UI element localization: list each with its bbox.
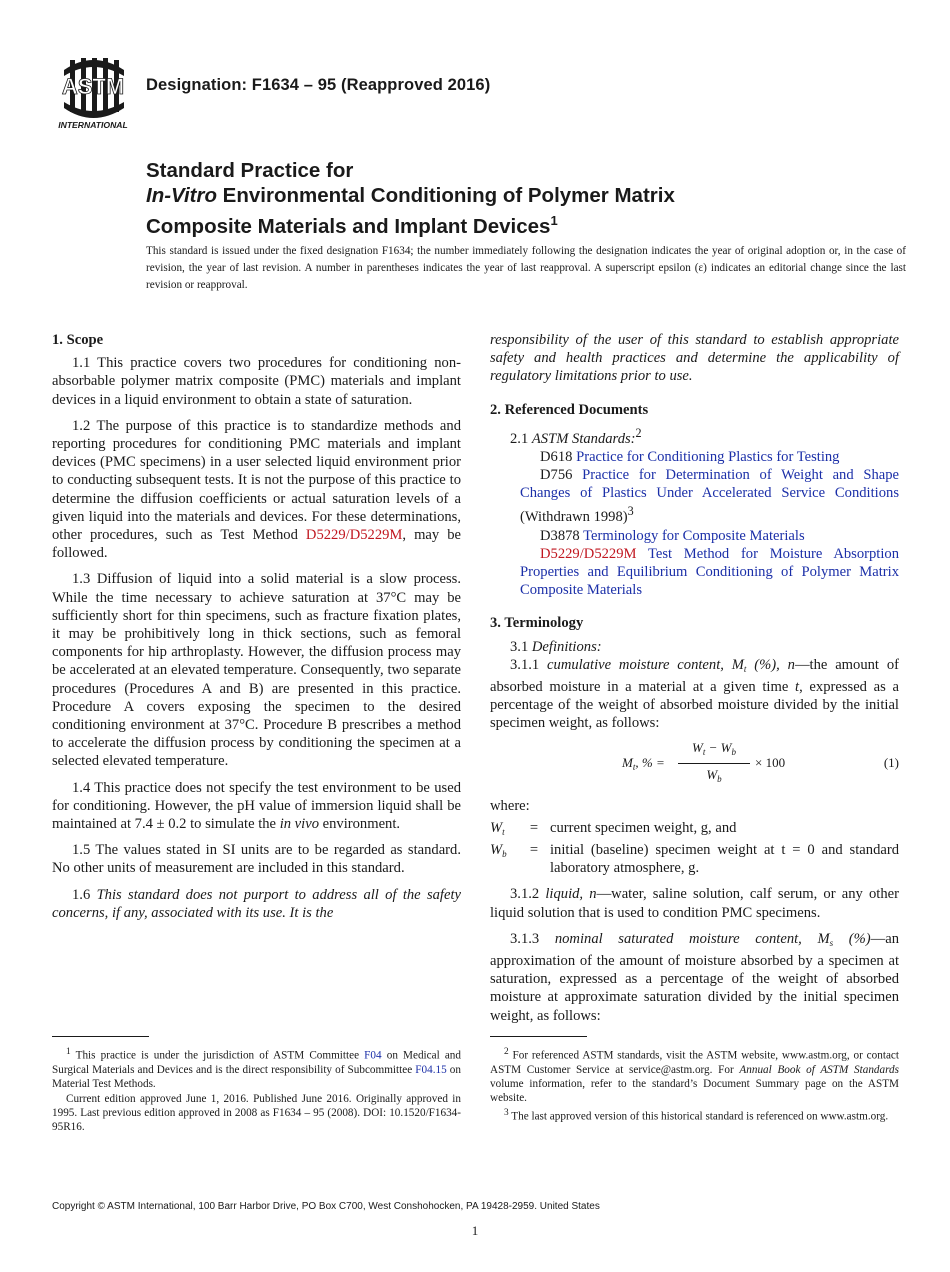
- eq-num-op: −: [705, 739, 721, 755]
- footnote-1-text-c: on Material Test Methods.: [52, 1063, 461, 1090]
- eq-num-a: W: [692, 739, 703, 755]
- para-1-2-tail: , may be followed.: [52, 527, 461, 562]
- term-num: 3.1.1: [510, 656, 548, 673]
- left-column: [52, 331, 461, 922]
- footnotes-left: [52, 1045, 461, 1135]
- term-name: liquid, n: [545, 886, 597, 903]
- term-num: 3.1.3: [510, 930, 555, 947]
- footnote-rule-right: [490, 1036, 587, 1037]
- para-1-2-text: 1.2 The purpose of this practice is to standardize methods and reporting procedures for conditioning PMC materials and implant devices (PMC specimens) in a user selected liquid environment prior to conducting subsequent tests. It is not the purpose of this practice to determine the diffusion coefficients or actual saturation levels of a given liquid into the materials and devices. For these determinations, other procedures, such as Test Method: [52, 417, 461, 544]
- eq-num-b: W: [720, 739, 732, 755]
- title-italic: In-Vitro: [146, 184, 217, 207]
- where-definition: current specimen weight, g, and: [550, 819, 737, 836]
- para-1-2: [52, 417, 461, 563]
- eq-den: W: [706, 766, 718, 782]
- footnote-1-text-a: This practice is under the jurisdiction of ASTM Committee: [70, 1049, 365, 1062]
- ref-d756: [490, 466, 899, 526]
- ref-code: D618: [540, 448, 573, 465]
- term-body: —an approximation of the amount of moisture absorbed by a specimen at saturation, expressed as a percentage of the weight of absorbed moisture at approximate saturation divided by the initial specimen weight, as follows:: [490, 930, 900, 1024]
- term-sub: s: [829, 937, 834, 948]
- link-d5229[interactable]: D5229/D5229M: [305, 527, 403, 544]
- term-body: —water, saline solution, calf serum, or any other liquid solution that is used to condition PMC specimens.: [490, 886, 899, 921]
- para-3-1-num: 3.1: [510, 638, 532, 655]
- designation: Designation: F1634 – 95 (Reapproved 2016): [146, 76, 491, 94]
- term-unit: (%), n: [746, 656, 795, 673]
- ref-d618: [490, 448, 899, 466]
- term-body: —the amount of absorbed moisture in a material at a given time: [490, 656, 899, 695]
- para-1-4-text: 1.4 This practice does not specify the test environment to be used for conditioning. However, the pH value of immersion liquid shall be maintained at 7.4 ± 0.2 to simulate the: [52, 779, 461, 833]
- ref-link[interactable]: Terminology for Composite Materials: [583, 527, 805, 544]
- eq-denominator: [678, 764, 750, 788]
- section-2-heading: 2. Referenced Documents: [490, 401, 649, 418]
- title-footnote-mark: 1: [550, 213, 558, 228]
- title-line-3: [146, 208, 846, 239]
- para-1-6-italic: This standard does not purport to address all of the safety concerns, if any, associated with its use. It is the: [52, 886, 461, 921]
- footnote-2-italic: Annual Book of ASTM Standards: [739, 1063, 899, 1076]
- astm-logo: [52, 56, 134, 132]
- footnote-2-text-b: volume information, refer to the standard’s Document Summary page on the ASTM website.: [490, 1077, 899, 1104]
- eq-num-b-sub: b: [731, 746, 736, 757]
- footnote-2: [490, 1045, 899, 1105]
- ref-d5229: [490, 545, 899, 600]
- footnote-1: [52, 1045, 461, 1091]
- para-2-1-italic: ASTM Standards:: [531, 430, 636, 447]
- term-name: nominal saturated moisture content, M: [554, 930, 830, 947]
- page-number: 1: [471, 1223, 479, 1238]
- section-3-heading: 3. Terminology: [490, 615, 584, 632]
- para-1-6-continued: responsibility of the user of this standard to establish appropriate safety and health practices and determine the applicability of regulatory limitations prior to use.: [490, 332, 899, 385]
- eq-fraction: [678, 739, 750, 788]
- title-line-2-rest: Environmental Conditioning of Polymer Matrix: [216, 184, 675, 207]
- para-2-1-sup: 2: [635, 425, 642, 440]
- title-line-3-text: Composite Materials and Implant Devices: [146, 214, 551, 238]
- para-3-1-1: [490, 656, 899, 733]
- ref-code: D756: [540, 467, 573, 484]
- para-3-1-2: [490, 885, 899, 921]
- para-1-6-num: 1.6: [72, 886, 97, 903]
- where-symbol: [490, 841, 518, 877]
- ref-link[interactable]: Practice for Conditioning Plastics for Testing: [576, 448, 840, 465]
- title-line-1: Standard Practice for: [146, 159, 354, 182]
- where-equals: =: [529, 819, 539, 836]
- issuance-note: This standard is issued under the fixed designation F1634; the number immediately following the designation indicates the year of original adoption or, in the case of revision, the year of last revision. A number in parentheses indicates the year of last reapproval. A superscript epsilon (ε) indicates an editorial change since the last revision or reapproval.: [146, 245, 906, 291]
- where-definition: initial (baseline) specimen weight at t = 0 and standard laboratory atmosphere, g.: [550, 841, 899, 877]
- where-sub: t: [502, 826, 505, 837]
- title-line-2: [146, 183, 846, 208]
- ref-d3878: [490, 527, 899, 545]
- para-1-5: 1.5 The values stated in SI units are to be regarded as standard. No other units of measurement are included in this standard.: [52, 842, 461, 877]
- where-item-wt: [490, 819, 899, 841]
- ref-code: D3878: [540, 527, 580, 544]
- link-f04-15[interactable]: F04.15: [415, 1063, 447, 1076]
- eq-den-sub: b: [717, 773, 722, 784]
- eq-lhs: [622, 754, 665, 776]
- link-f04[interactable]: F04: [364, 1049, 382, 1062]
- footnote-3: [490, 1106, 899, 1124]
- footnote-1-text-b: on Medical and Surgical Materials and Devices and is the direct responsibility of Subcommittee: [52, 1049, 461, 1076]
- footnote-2-text-a: For referenced ASTM standards, visit the ASTM website, www.astm.org, or contact ASTM Customer Service at service@astm.org. For: [490, 1049, 899, 1076]
- ref-link[interactable]: Test Method for Moisture Absorption Properties and Equilibrium Conditioning of Polymer Matrix Composite Materials: [520, 545, 899, 599]
- section-1-heading: 1. Scope: [52, 332, 104, 348]
- para-1-3: 1.3 Diffusion of liquid into a solid material is a slow process. While the time necessary to achieve saturation at 37°C may be sufficiently short for thin specimens, such as fracture fixation plates, it may be prohibitively long in thick sections, such as femoral components for hip arthroplasty. However, the diffusion process may be accelerated at an elevated temperature. Consequently, two separate procedures (Procedures A and B) are presented in this practice. Procedure A covers exposing the specimen to the desired conditioning environment at 37°C. Procedure B prescribes a method to accelerate the diffusion process by conditioning the specimen at a selected elevated temperature.: [52, 571, 461, 770]
- para-2-1-num: 2.1: [510, 430, 532, 447]
- eq-num-a-sub: t: [702, 746, 706, 757]
- footnote-3-mark: 3: [504, 1107, 509, 1118]
- term-unit: (%): [833, 930, 871, 947]
- term-name: cumulative moisture content, M: [547, 656, 744, 673]
- footnote-rule-left: [52, 1036, 149, 1037]
- para-1-1: 1.1 This practice covers two procedures for conditioning non-absorbable polymer matrix composite (PMC) materials and implant devices in a liquid environment to obtain a state of saturation.: [52, 355, 461, 408]
- footnotes-right: [490, 1045, 899, 1124]
- term-t: t: [795, 678, 800, 695]
- where-sub: b: [502, 848, 507, 859]
- footnote-1-mark: 1: [66, 1047, 71, 1057]
- term-num: 3.1.2: [510, 886, 546, 903]
- footnote-2-mark: 2: [504, 1047, 509, 1057]
- para-3-1-3: [490, 930, 899, 1025]
- eq-lhs-sub: t: [632, 761, 636, 772]
- para-3-1: [490, 638, 899, 656]
- eq-number: (1): [883, 754, 899, 770]
- where-equals: =: [529, 841, 539, 858]
- where-sym: W: [490, 841, 503, 858]
- where-label: where:: [490, 797, 530, 814]
- ref-link[interactable]: Practice for Determination of Weight and Shape Changes of Plastics Under Accelerated Service Conditions: [520, 467, 900, 502]
- logo-subtext: INTERNATIONAL: [58, 120, 128, 130]
- para-2-1: [490, 424, 899, 448]
- term-body-2: , expressed as a percentage of the weight of absorbed moisture divided by the initial specimen weight, as follows:: [490, 678, 899, 732]
- para-3-1-italic: Definitions:: [531, 638, 602, 655]
- right-column: [490, 331, 899, 1025]
- ref-code[interactable]: D5229/D5229M: [540, 545, 637, 562]
- eq-times: × 100: [755, 754, 786, 770]
- footnote-3-text: The last approved version of this historical standard is referenced on www.astm.org.: [508, 1110, 889, 1123]
- para-1-4-tail: environment.: [319, 816, 401, 833]
- footnote-1-edition: Current edition approved June 1, 2016. Published June 2016. Originally approved in 1995. Last previous edition approved in 2008 as F1634 – 95 (2008). DOI: 10.1520/F1634-95R16.: [52, 1092, 461, 1133]
- logo-text: ASTM: [61, 74, 125, 99]
- where-sym: W: [490, 819, 503, 836]
- astm-logo-graphic: [52, 56, 134, 132]
- term-sub: t: [743, 663, 747, 674]
- document-title: [146, 158, 846, 239]
- para-1-4: [52, 779, 461, 834]
- eq-numerator: [678, 739, 750, 764]
- para-1-4-italic: in vivo: [279, 816, 319, 833]
- copyright-notice: Copyright © ASTM International, 100 Barr Harbor Drive, PO Box C700, West Conshohocken, PA 19428-2959. United States: [52, 1201, 600, 1212]
- ref-sup: 3: [627, 504, 634, 519]
- ref-withdrawn: (Withdrawn 1998): [520, 509, 628, 526]
- equation-1: [490, 739, 899, 787]
- eq-lhs-tail: , % =: [635, 754, 665, 770]
- where-item-wb: [490, 841, 899, 877]
- eq-lhs-sym: M: [622, 754, 633, 770]
- para-1-6: [52, 886, 461, 922]
- where-symbol: [490, 819, 518, 841]
